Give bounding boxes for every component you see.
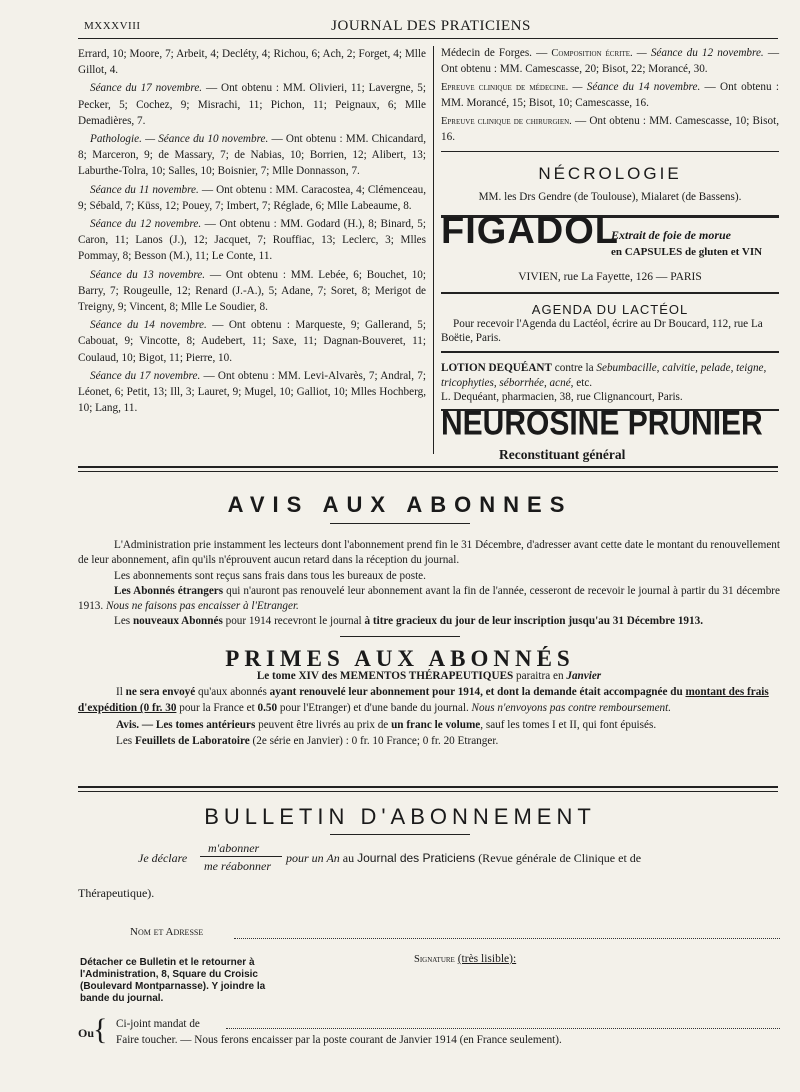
option-fraction-bar xyxy=(200,856,282,857)
option-reabonner[interactable]: me réabonner xyxy=(204,859,271,873)
avis-body xyxy=(78,538,780,630)
primes-line: Les Feuillets de Laboratoire (2e série en Janvier) : 0 fr. 10 France; 0 fr. 20 Etranger. xyxy=(116,734,499,747)
ou-label: Ou xyxy=(78,1026,95,1040)
column-divider xyxy=(433,46,434,454)
section-rule xyxy=(441,292,779,294)
brace: { xyxy=(93,1013,108,1046)
lacteol-heading: AGENDA DU LACTÉOL xyxy=(531,301,689,317)
primes-line: Il ne sera envoyé qu'aux abonnés ayant renouvelé leur abonnement pour 1914, et dont la demande était accompagnée du montant des frais d'expédition (0 fr. 30 pour la France et 0.50 pour l'Etranger) et d'une bande du journal. Nous n'envoyons pas contre remboursement. xyxy=(78,686,769,715)
left-column xyxy=(78,46,426,418)
declare-sentence: pour un An au Journal des Praticiens (Revue générale de Clinique et de xyxy=(286,851,642,865)
bulletin-heading: BULLETIN D'ABONNEMENT xyxy=(204,804,596,829)
avis-paragraph: Les nouveaux Abonnés pour 1914 recevront le journal à titre gracieux du jour de leur inscription jusqu'au 31 Décembre 1913. xyxy=(114,615,703,628)
page-folio: MXXXVIII xyxy=(84,20,141,32)
name-address-label: Nom et Adresse xyxy=(130,926,204,938)
avis-paragraph: Les abonnements sont reçus sans frais dans tous les bureaux de poste. xyxy=(114,569,426,582)
primes-line: Avis. — Les tomes antérieurs peuvent être livrés au prix de un franc le volume, sauf les tomes I et II, qui font épuisés. xyxy=(116,718,657,731)
page-header xyxy=(84,18,778,38)
primes-line: Le tome XIV des MEMENTOS THÉRAPEUTIQUES paraitra en Janvier xyxy=(256,670,602,682)
result-paragraph: Séance du 11 novembre. — Ont obtenu : MM. Caracostea, 4; Clémenceau, 9; Sébald, 7; Küss, 12; Pouey, 7; Imbert, 7; Réglade, 6; Mlle Labeaume, 8. xyxy=(78,183,426,212)
name-address-field[interactable] xyxy=(234,938,780,939)
mandat-label: Ci-joint mandat de xyxy=(116,1018,200,1030)
neurosine-subtitle: Reconstituant général xyxy=(499,446,626,462)
result-paragraph: Séance du 12 novembre. — Ont obtenu : MM. Godard (H.), 8; Binard, 5; Caron, 11; Lanos (J.), 12; Jacquet, 7; Rouffiac, 13; Leclerc, 3; Mlles Pommay, 8; Besson (M.), 11; Le Conte, 11. xyxy=(78,218,426,263)
lotion-ad: LOTION DEQUÉANT contre la Sebumbacille, calvitie, pelade, teigne, tricophyties, séborrhée, acné, etc. L. Dequéant, pharmacien, 38, rue Clignancourt, Paris. xyxy=(441,362,767,403)
primes-body xyxy=(78,668,780,749)
lacteol-text: Pour recevoir l'Agenda du Lactéol, écrire au Dr Boucard, 112, rue La Boëtie, Paris. xyxy=(441,318,763,344)
bulletin-rule-top xyxy=(78,786,778,788)
declare-label: Je déclare xyxy=(138,851,188,865)
avis-rule-top xyxy=(78,466,778,468)
result-paragraph: Séance du 13 novembre. — Ont obtenu : MM. Lebée, 6; Bouchet, 10; Barry, 7; Rougeulle, 12; Renard (J.-A.), 5; Adane, 7; Soret, 8; Merigot de Treigny, 9; Vincent, 8; Mlle Le Soudier, 8. xyxy=(78,268,427,314)
primes-separator xyxy=(340,636,460,637)
header-rule xyxy=(78,38,778,39)
necrologie-text: MM. les Drs Gendre (de Toulouse), Mialaret (de Bassens). xyxy=(478,190,742,203)
figadol-address: VIVIEN, rue La Fayette, 126 — PARIS xyxy=(518,271,702,283)
result-paragraph: Séance du 17 novembre. — Ont obtenu : MM. Olivieri, 11; Lavergne, 5; Pecker, 5; Cochez, 9; Misrachi, 11; Pichon, 11; Peignaux, 6; Mlle Demadières, 7. xyxy=(78,82,426,127)
section-rule xyxy=(441,151,779,152)
right-column xyxy=(441,46,779,462)
avis-paragraph: L'Administration prie instamment les lecteurs dont l'abonnement prend fin le 31 Décembre, d'adresser avant cette date le montant du renouvellement de leur abonnement, afin qu'ils n'éprouvent aucun retard dans la réception du journal. xyxy=(78,539,780,567)
signature-label: Signature (très lisible): xyxy=(414,953,517,965)
result-paragraph: Epreuve clinique de chirurgien. — Ont obtenu : MM. Camescasse, 10; Bisot, 16. xyxy=(441,115,779,143)
faire-toucher-text: Faire toucher. — Nous ferons encaisser par la poste courant de Janvier 1914 (en France seulement). xyxy=(116,1034,562,1046)
section-rule xyxy=(441,351,779,353)
bulletin-rule-top-thin xyxy=(78,791,778,792)
figadol-format: en CAPSULES de gluten et VIN xyxy=(611,246,763,258)
result-paragraph: Pathologie. — Séance du 10 novembre. — Ont obtenu : MM. Chicandard, 8; Marceron, 9; de Massary, 7; de Nabias, 10; Borrien, 12; Alibert, 13; Laburthe-Tolra, 10; Salles, 10; Boisnier, 7; Mlle Donnasson, 7. xyxy=(78,133,426,178)
neurosine-brand: NEUROSINE PRUNIER xyxy=(441,404,763,443)
declare-sentence-end: Thérapeutique). xyxy=(78,886,155,900)
result-paragraph: Séance du 14 novembre. — Ont obtenu : Marqueste, 9; Gallerand, 5; Cabouat, 9; Vincotte, 8; Audebert, 11; Saxe, 11; Dagnan-Bouveret, 11; Coulaud, 10; Bigot, 11; Pierre, 10. xyxy=(78,319,427,364)
avis-underline xyxy=(330,523,470,524)
detach-instructions: Détacher ce Bulletin et le retourner à l'Administration, 8, Square du Croisic (Boulevard Montparnasse). Y joindre la bande du journal. xyxy=(80,957,266,1004)
avis-heading: AVIS AUX ABONNES xyxy=(227,492,573,517)
result-paragraph: Médecin de Forges. — Composition écrite. — Séance du 12 novembre. — Ont obtenu : MM. Camescasse, 20; Bisot, 22; Morancé, 30. xyxy=(441,47,780,75)
necrologie-heading: NÉCROLOGIE xyxy=(538,164,682,183)
avis-rule-top-thin xyxy=(78,471,778,472)
figadol-ad xyxy=(441,210,779,270)
option-abonner[interactable]: m'abonner xyxy=(208,841,260,855)
journal-title: JOURNAL DES PRATICIENS xyxy=(331,18,531,34)
avis-paragraph: Les Abonnés étrangers qui n'auront pas renouvelé leur abonnement avant la fin de l'année, cesseront de recevoir le journal à partir du 31 décembre 1913. Nous ne faisons pas encaisser à l'Etranger. xyxy=(78,584,780,613)
figadol-brand: FIGADOL xyxy=(441,210,619,252)
figadol-tagline: Extrait de foie de morue xyxy=(611,228,731,242)
bulletin-underline xyxy=(330,834,470,835)
primes-heading: PRIMES AUX ABONNÉS xyxy=(225,646,575,671)
result-paragraph: Séance du 17 novembre. — Ont obtenu : MM. Levi-Alvarès, 7; Andral, 7; Léonet, 6; Petit, 13; Ill, 3; Lauret, 9; Mugel, 10; Galliot, 10; Mlles Hochberg, 10; Lang, 11. xyxy=(78,369,427,415)
result-paragraph: Errard, 10; Moore, 7; Arbeit, 4; Decléty, 4; Richou, 6; Ach, 2; Forget, 4; Mlle Gillot, 4. xyxy=(78,48,426,77)
mandat-field[interactable] xyxy=(226,1028,780,1029)
result-paragraph: Epreuve clinique de médecine. — Séance du 14 novembre. — Ont obtenu : MM. Morancé, 15; Bisot, 10; Camescasse, 16. xyxy=(441,81,779,109)
